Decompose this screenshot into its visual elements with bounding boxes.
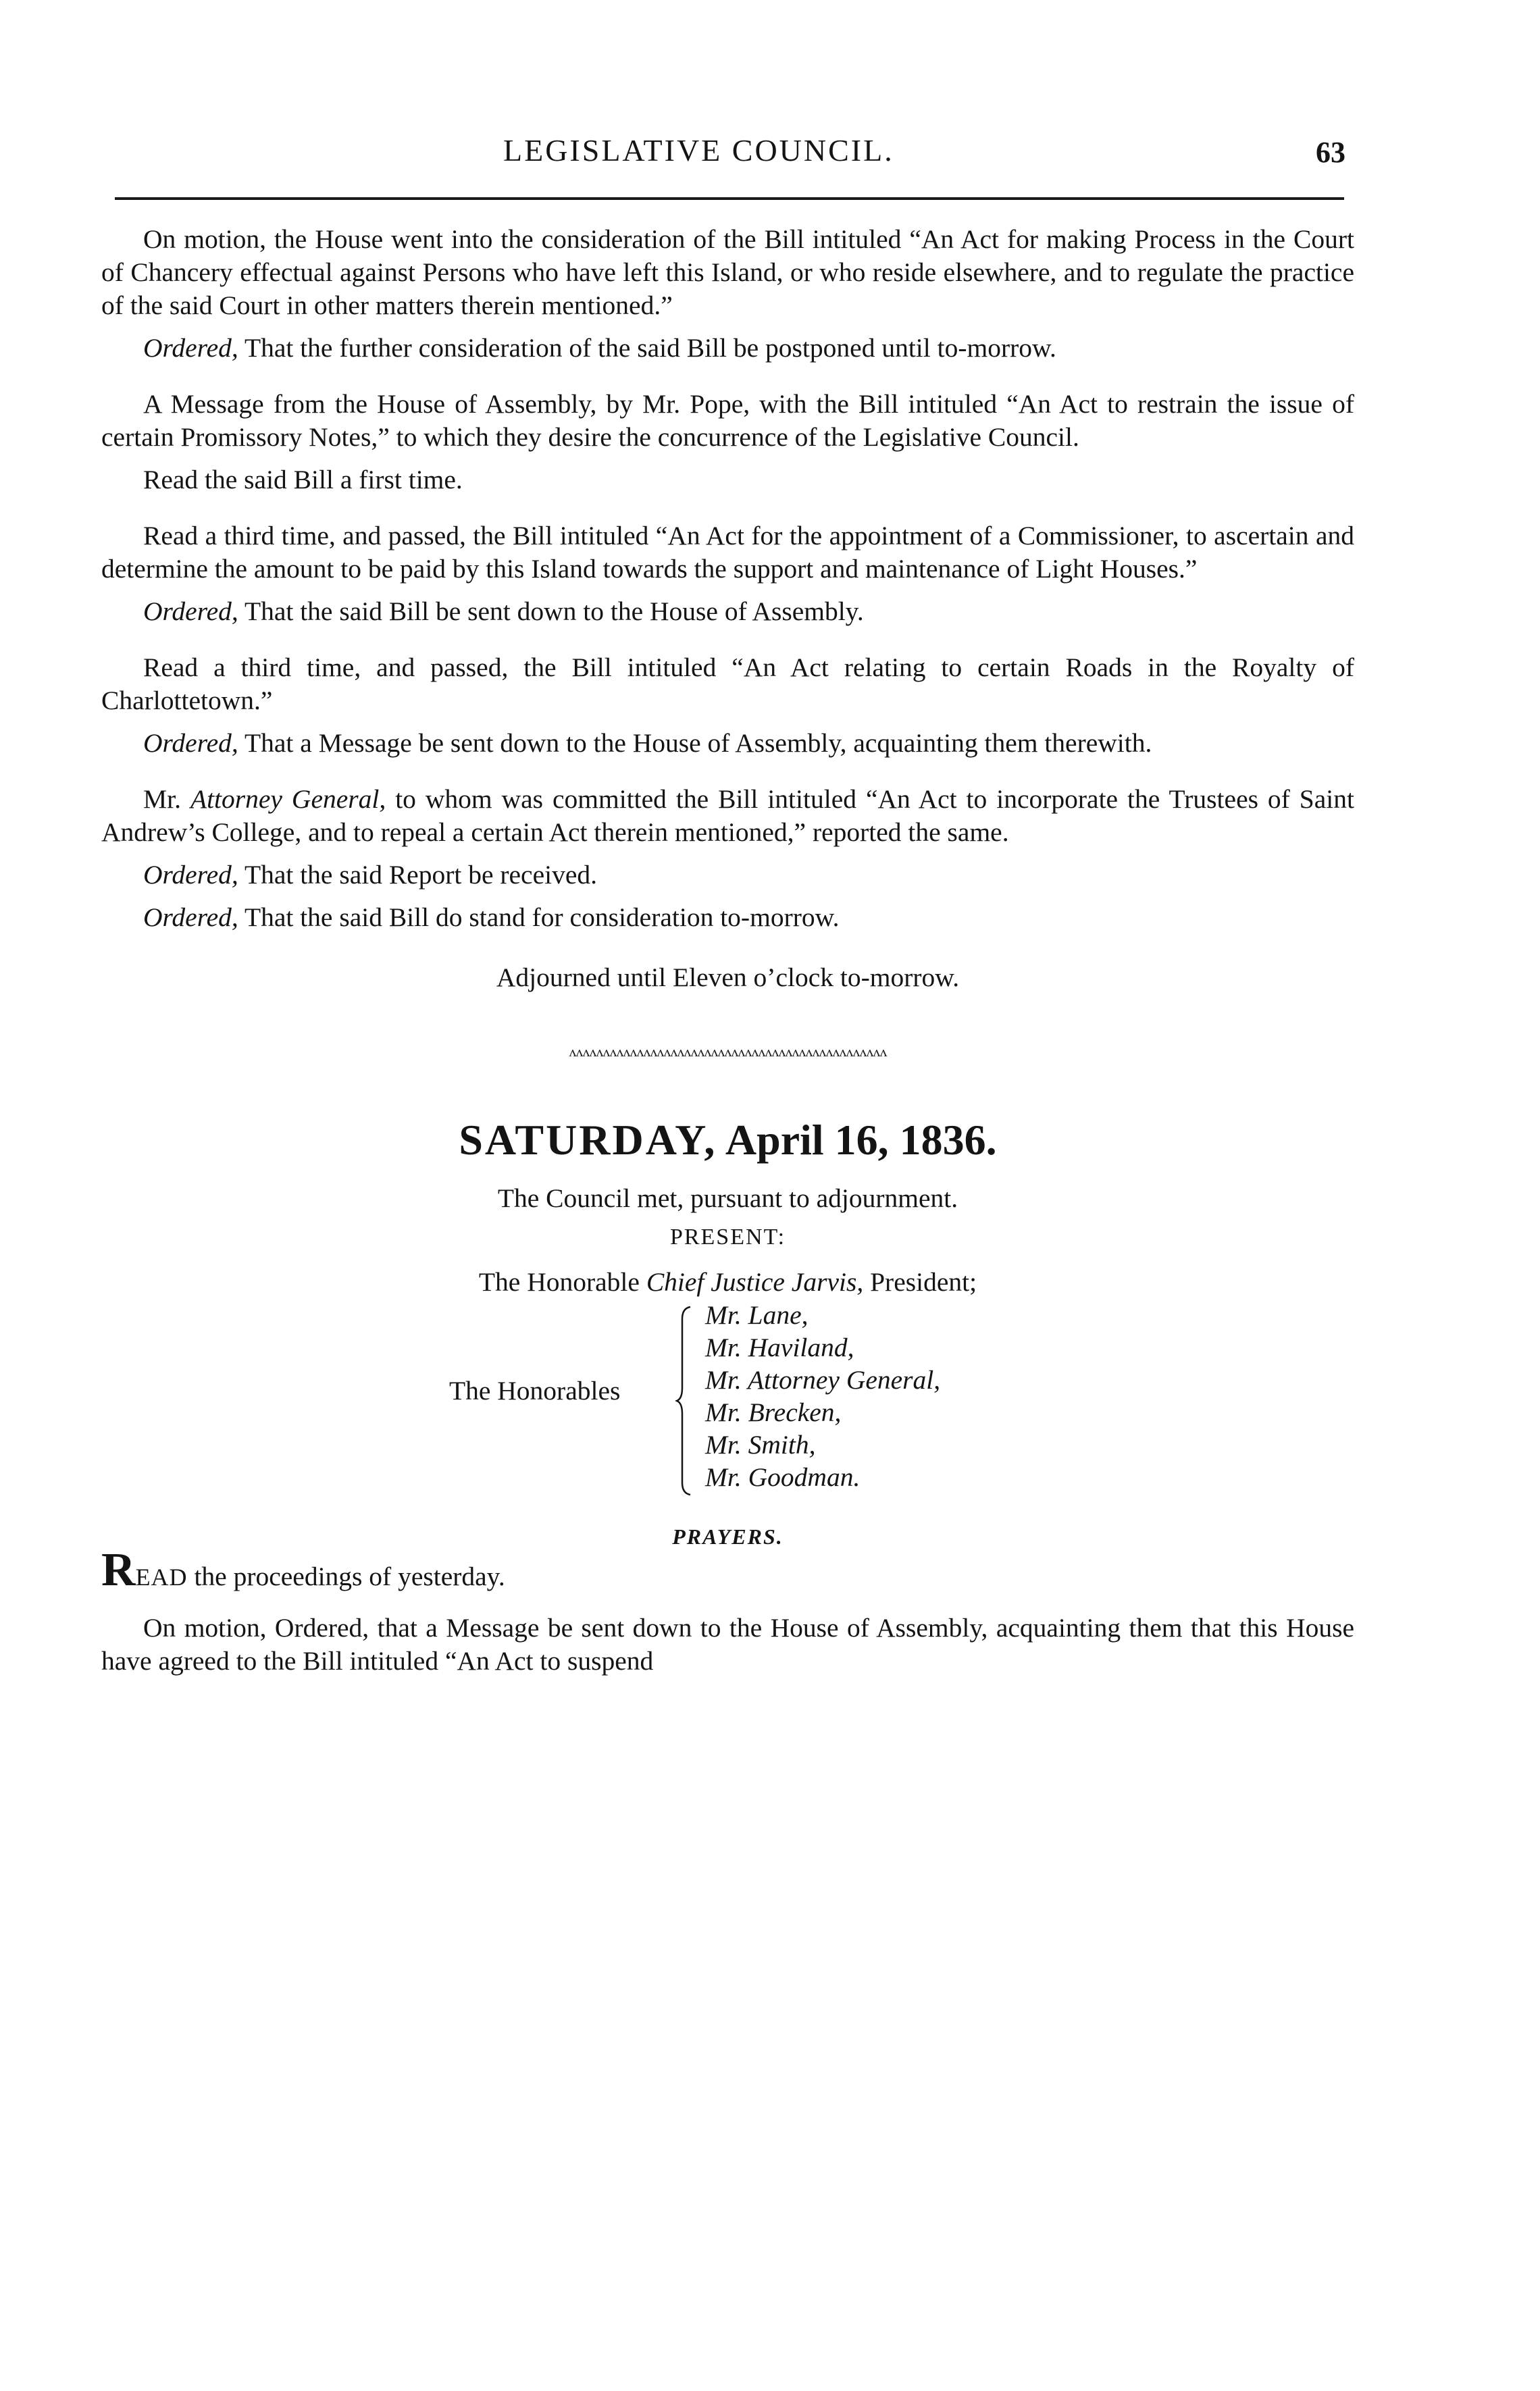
member-item: Mr. Lane, bbox=[705, 1300, 808, 1330]
paragraph-message-acquainting bbox=[101, 727, 1354, 760]
prayers-label: PRAYERS. bbox=[672, 1524, 784, 1549]
section-ornament: ʌʌʌʌʌʌʌʌʌʌʌʌʌʌʌʌʌʌʌʌʌʌʌʌʌʌʌʌʌʌʌʌʌʌʌʌʌʌʌʌʌʌʌʌʌʌʌ bbox=[569, 1043, 887, 1060]
member-list bbox=[705, 1299, 940, 1493]
day-date: April 16, 1836. bbox=[717, 1116, 997, 1164]
day-weekday: SATURDAY, bbox=[459, 1116, 717, 1164]
ordered-text: That the said Bill do stand for consideration to-morrow. bbox=[238, 902, 840, 932]
member-item: Mr. Brecken, bbox=[705, 1397, 842, 1427]
paragraph-message-suspend: On motion, Ordered, that a Message be sent down to the House of Assembly, acquainting them that this House have agreed to the Bill intituled “An Act to suspend bbox=[101, 1613, 1354, 1676]
ordered-text: That the further consideration of the said Bill be postponed until to-morrow. bbox=[238, 333, 1056, 363]
left-brace-icon bbox=[675, 1306, 693, 1496]
attorney-report-text: to whom was committed the Bill intituled “An Act to incorporate the Trustees of Saint Andrew’s College, and to repeal a certain Act therein mentioned,” reported the same. bbox=[101, 784, 1354, 847]
running-head bbox=[0, 132, 1540, 173]
paragraph-message-assembly: A Message from the House of Assembly, by Mr. Pope, with the Bill intituled “An Act to restrain the issue of certain Promissory Notes,” to which they desire the concurrence of the Legislative Council. bbox=[101, 389, 1354, 452]
ordered-text: That the said Report be received. bbox=[238, 860, 598, 890]
council-met-line: The Council met, pursuant to adjournment. bbox=[497, 1183, 958, 1213]
read-rest: the proceedings of yesterday. bbox=[187, 1562, 505, 1591]
ordered-text: That a Message be sent down to the House of Assembly, acquainting them therewith. bbox=[238, 728, 1152, 758]
president-prefix: The Honorable bbox=[478, 1267, 646, 1297]
read-proceedings-line bbox=[101, 1544, 1354, 1596]
adjourned-line: Adjourned until Eleven o’clock to-morrow. bbox=[496, 962, 960, 992]
ordered-lead: Ordered, bbox=[143, 860, 238, 890]
paragraph-stand-consideration bbox=[101, 901, 1354, 934]
member-item: Mr. Attorney General, bbox=[705, 1365, 941, 1395]
paragraph-light-houses: Read a third time, and passed, the Bill intituled “An Act for the appointment of a Commissioner, to ascertain and determine the amount to be paid by this Island towards the support and maintenance of Light Houses.” bbox=[101, 521, 1354, 584]
running-title: LEGISLATIVE COUNCIL. bbox=[503, 133, 894, 168]
day-heading bbox=[101, 1113, 1354, 1167]
paragraph-chancery-bill: On motion, the House went into the consideration of the Bill intituled “An Act for making Process in the Court of Chancery effectual against Persons who have left this Island, or who reside elsewhere, and to regulate the practice of the said Court in other matters therein mentioned.” bbox=[101, 224, 1354, 320]
page-body bbox=[101, 223, 1354, 1687]
mr-prefix: Mr. bbox=[143, 784, 190, 814]
member-item: Mr. Smith, bbox=[705, 1430, 816, 1460]
paragraph-sent-down bbox=[101, 595, 1354, 628]
ordered-lead: Ordered, bbox=[143, 902, 238, 932]
ordered-lead: Ordered, bbox=[143, 596, 238, 626]
member-item: Mr. Goodman. bbox=[705, 1462, 861, 1492]
paragraph-first-reading: Read the said Bill a first time. bbox=[143, 465, 463, 494]
paragraph-report-received bbox=[101, 858, 1354, 892]
members-block bbox=[101, 1299, 1354, 1501]
president-line bbox=[101, 1266, 1354, 1299]
member-item: Mr. Haviland, bbox=[705, 1333, 854, 1362]
header-rule bbox=[115, 197, 1344, 200]
honorables-label: The Honorables bbox=[449, 1376, 621, 1406]
present-label: PRESENT: bbox=[669, 1225, 786, 1250]
ordered-lead: Ordered, bbox=[143, 728, 238, 758]
attorney-general-name: Attorney General, bbox=[190, 784, 386, 814]
paragraph-attorney-report bbox=[101, 783, 1354, 849]
ordered-lead: Ordered, bbox=[143, 333, 238, 363]
paragraph-roads: Read a third time, and passed, the Bill intituled “An Act relating to certain Roads in the Royalty of Charlottetown.” bbox=[101, 652, 1354, 715]
read-caps: EAD bbox=[135, 1564, 188, 1591]
paragraph-postponed bbox=[101, 332, 1354, 365]
president-suffix: President; bbox=[863, 1267, 977, 1297]
ordered-text: That the said Bill be sent down to the House of Assembly. bbox=[238, 596, 864, 626]
president-name: Chief Justice Jarvis, bbox=[646, 1267, 864, 1297]
page-number: 63 bbox=[1316, 136, 1345, 169]
drop-cap: R bbox=[101, 1544, 136, 1596]
